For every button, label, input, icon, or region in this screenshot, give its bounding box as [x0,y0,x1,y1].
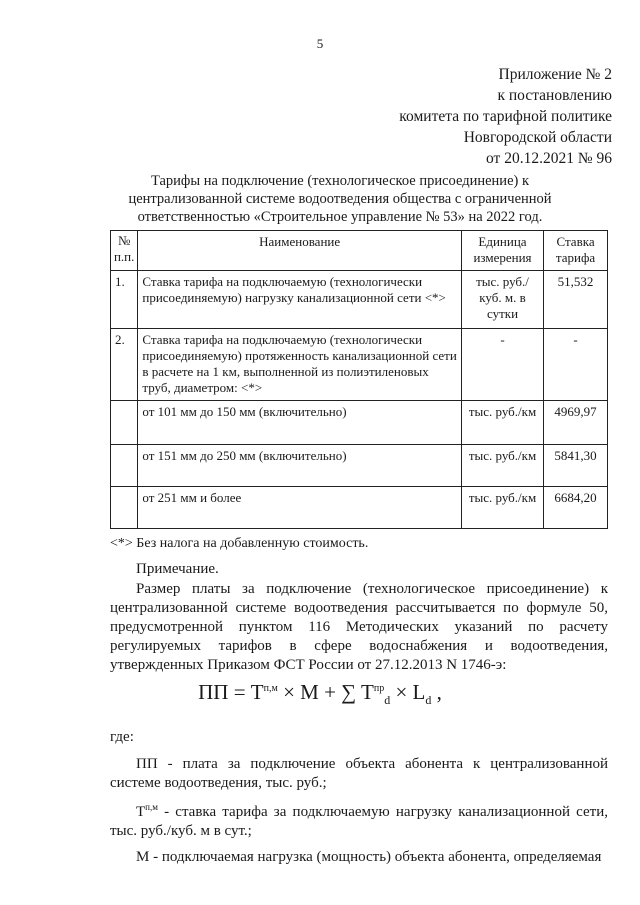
appendix-line-2: к постановлению [497,87,612,104]
appendix-line-1: Приложение № 2 [498,66,612,83]
formula-sup-2: пр [373,683,385,694]
def-text: - ставка тарифа за подключаемую нагрузку канализационной сети, тыс. руб./куб. м в сут.; [110,804,608,839]
header-name: Наименование [138,231,462,271]
title-line-1: Тарифы на подключение (технологическое присоединение) к [150,173,530,189]
appendix-line-3: комитета по тарифной политике [399,108,612,125]
definition-pp: ПП - плата за подключение объекта абонента к централизованной системе водоотведения, тыс. руб.; [110,756,608,791]
row-name: Ставка тарифа на подключаемую (технологически присоединяемую) нагрузку канализационной сети <*> [138,271,462,329]
table-header-row [111,231,608,271]
formula-lhs: ПП = Т [198,680,264,704]
table-row [111,271,608,329]
where-label: где: [110,729,134,745]
formula-sub-2: d [384,693,391,708]
table-row [111,329,608,401]
table-row [111,487,608,529]
header-num: № п.п. [111,231,138,271]
appendix-line-4: Новгородской области [463,129,612,146]
formula [0,680,640,708]
row-rate: 4969,97 [544,401,608,445]
formula-sub-3: d [425,693,432,708]
row-unit: тыс. руб./км [461,401,543,445]
row-unit: тыс. руб./км [461,487,543,529]
definition-m: М - подключаемая нагрузка (мощность) объекта абонента, определяемая [136,849,602,865]
row-name: от 251 мм и более [138,487,462,529]
title-line-2: централизованной системе водоотведения общества с ограниченной [128,191,552,207]
row-unit: - [461,329,543,401]
row-num [111,445,138,487]
row-name: Ставка тарифа на подключаемую (технологически присоединяемую) протяженность канализационной сети в расчете на 1 км, выполненной из полиэтиленовых труб, диаметром: <*> [138,329,462,401]
row-name: от 151 мм до 250 мм (включительно) [138,445,462,487]
row-unit: тыс. руб./км [461,445,543,487]
row-rate: - [544,329,608,401]
note-text: Размер платы за подключение (технологическое присоединение) к централизованной системе водоотведения рассчитывается по формуле 50, предусмотренной пунктом 116 Методических указаний по расчету регулируемых тарифов в сфере водоснабжения и водоотведения, утвержденных Приказом ФСТ России от 27.12.2013 N 1746-э: [110,581,608,673]
footnote: <*> Без налога на добавленную стоимость. [110,536,369,551]
formula-end: , [431,680,442,704]
row-num [111,401,138,445]
document-title [100,172,580,226]
tariff-table [110,230,608,529]
header-unit: Единица измерения [461,231,543,271]
note-heading: Примечание. [136,561,219,577]
row-name: от 101 мм до 150 мм (включительно) [138,401,462,445]
table-row [111,445,608,487]
row-rate: 51,532 [544,271,608,329]
def-symbol: Т [136,804,146,820]
formula-sup-1: п,м [263,683,278,694]
row-num: 1. [111,271,138,329]
row-rate: 6684,20 [544,487,608,529]
appendix-line-5: от 20.12.2021 № 96 [486,150,612,167]
table-row [111,401,608,445]
row-unit: тыс. руб./куб. м. в сутки [461,271,543,329]
row-rate: 5841,30 [544,445,608,487]
def-symbol-sup: п,м [145,802,158,812]
definition-t [110,798,608,841]
row-num [111,487,138,529]
header-rate: Ставка тарифа [544,231,608,271]
formula-mid: × M + ∑ T [277,680,374,704]
row-num: 2. [111,329,138,401]
formula-tail: × L [390,680,426,704]
title-line-3: ответственностью «Строительное управление № 53» на 2022 год. [137,209,543,225]
page-number: 5 [316,36,324,51]
